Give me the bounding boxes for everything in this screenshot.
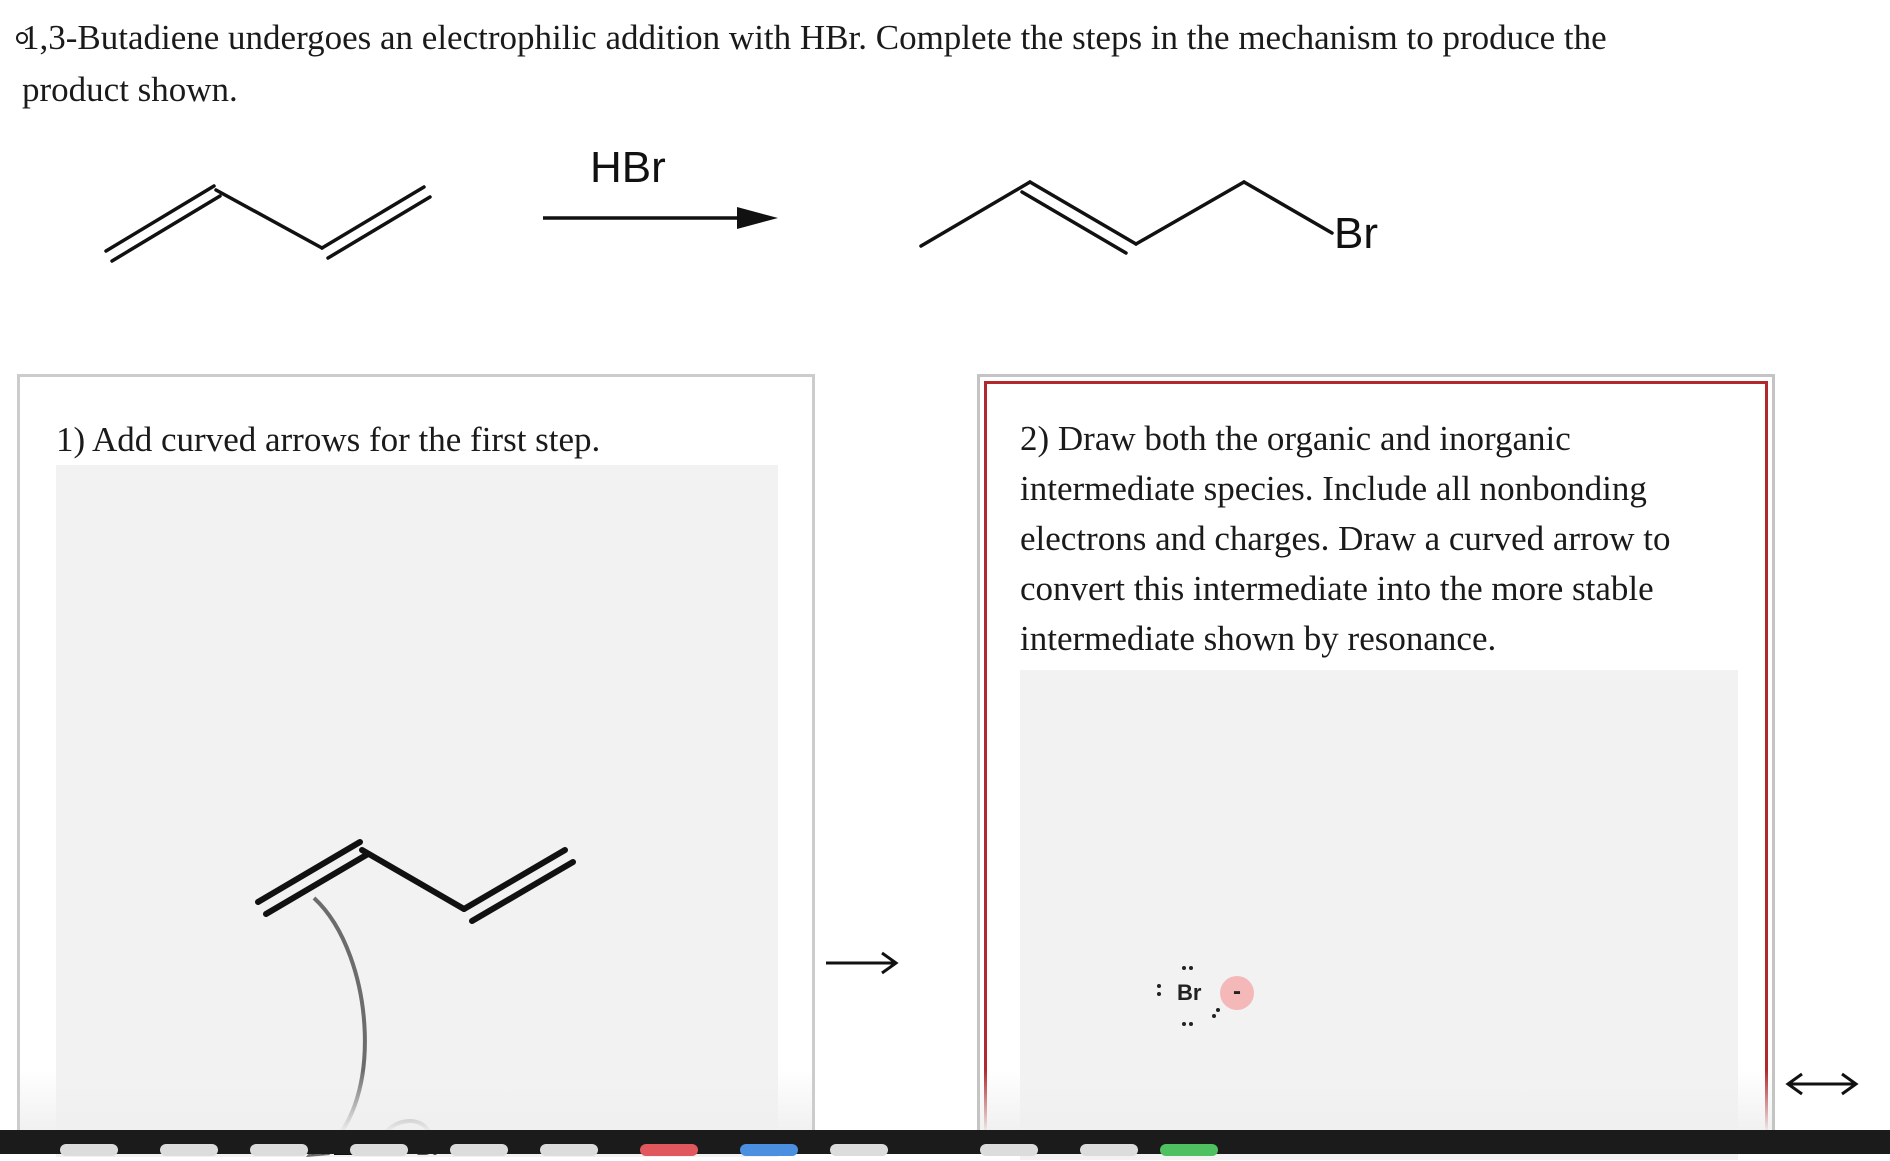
step2-active-border <box>984 381 1768 1154</box>
step2-instruction: 2) Draw both the organic and inorganic intermediate species. Include all nonbonding electrons and charges. Draw a curved arrow to convert this intermediate into the more stable intermediate shown by resonance. <box>1020 419 1671 658</box>
reagent-label: HBr <box>590 143 666 192</box>
panel1-bottom-fade <box>20 1070 812 1130</box>
taskbar <box>0 1130 1890 1154</box>
product-structure <box>921 182 1332 253</box>
question-text-block <box>16 12 1716 116</box>
question-text: 1,3-Butadiene undergoes an electrophilic addition with HBr. Complete the steps in the mechanism to produce the product shown. <box>22 18 1607 109</box>
step1-molecule <box>56 465 778 1157</box>
step1-instruction: 1) Add curved arrows for the first step. <box>56 420 601 459</box>
bromide-ion[interactable] <box>1140 930 1260 1050</box>
right-arrow-icon <box>824 948 900 978</box>
reaction-scheme <box>0 130 1890 290</box>
bromide-symbol: Br <box>1177 980 1202 1005</box>
step1-panel <box>17 374 815 1154</box>
reaction-arrow <box>543 207 778 229</box>
horizontal-resize-icon[interactable] <box>1784 1070 1860 1098</box>
step1-drawing-canvas[interactable] <box>56 465 778 1157</box>
step2-panel <box>977 374 1775 1154</box>
negative-charge-badge[interactable]: - <box>1220 976 1254 1010</box>
product-br-label: Br <box>1334 209 1378 258</box>
question-bullet-icon <box>16 32 28 44</box>
panel2-bottom-fade <box>980 1070 1772 1130</box>
butadiene-structure <box>106 186 430 261</box>
